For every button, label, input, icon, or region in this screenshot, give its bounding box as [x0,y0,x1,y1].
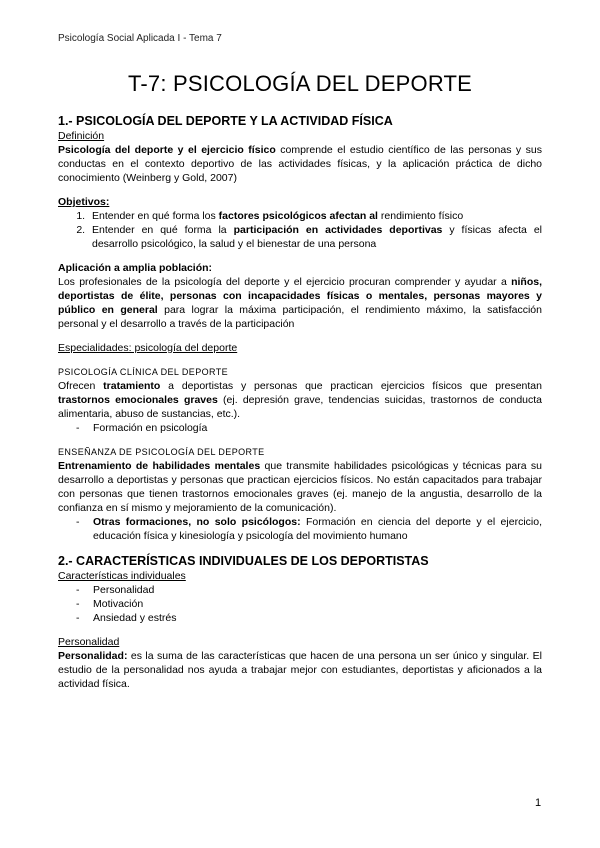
section-heading-1: 1.- PSICOLOGÍA DEL DEPORTE Y LA ACTIVIDAD FÍSICA [58,114,393,128]
page-title: T-7: PSICOLOGÍA DEL DEPORTE [127,71,473,96]
clinical-heading: PSICOLOGÍA CLÍNICA DEL DEPORTE [58,367,229,377]
teaching-paragraph [58,459,542,515]
list-item-emphasis: Otras formaciones, no solo psicólogos: [93,516,301,528]
list-item: - Personalidad [58,583,542,597]
clinical-text: (ej. depresión grave, tendencias suicidas, trastornos de conducta alimentaria, abuso de sustancias, etc.). [58,394,543,420]
definition-paragraph [58,143,542,185]
running-header: Psicología Social Aplicada I - Tema 7 [58,33,222,44]
clinical-list [58,421,542,435]
personality-label: Personalidad [58,636,120,648]
objectives-list [58,209,542,251]
section-heading-2: 2.- CARACTERÍSTICAS INDIVIDUALES DE LOS DEPORTISTAS [58,554,429,568]
objective-text: Entender en qué forma los [92,210,219,222]
teaching-list [58,515,542,543]
characteristics-label: Características individuales [58,570,186,582]
definition-term: Psicología del deporte y el ejercicio físico [58,144,276,156]
application-label: Aplicación a amplia población: [58,262,213,274]
list-item-text: Formación en ciencia del deporte y el ejercicio, educación física y kinesiología y psicología del movimiento humano [93,516,542,542]
objective-text: Entender en qué forma la [92,224,234,236]
objective-text: rendimiento físico [377,210,464,222]
list-item [58,515,542,543]
objectives-label: Objetivos: [58,196,110,208]
definition-text: comprende el estudio científico de las personas y sus conductas en el contexto deportivo de las actividades físicas, y la aplicación práctica de dicho conocimiento (Weinberg y Gold, 2007) [58,144,543,184]
personality-paragraph [58,649,542,691]
clinical-emphasis: tratamiento [103,380,161,392]
clinical-paragraph [58,379,542,421]
application-emphasis: niños, deportistas de élite, personas con incapacidades físicas o mentales, personas mayores y público en general [58,276,542,316]
teaching-heading: ENSEÑANZA DE PSICOLOGÍA DEL DEPORTE [58,447,265,457]
application-text: para lograr la máxima participación, el rendimiento máximo, la satisfacción personal y el desarrollo a través de la participación [58,304,542,330]
page-number: 1 [535,797,542,809]
specialties-label: Especialidades: psicología del deporte [58,342,238,354]
list-item: - Formación en psicología [58,421,542,435]
clinical-emphasis: trastornos emocionales graves [58,394,218,406]
clinical-text: a deportistas y personas que practican ejercicios físicos que presentan [160,380,542,392]
objective-item [88,209,542,223]
personality-text: es la suma de las características que hacen de una persona un ser único y singular. El estudio de la personalidad nos ayuda a trabajar mejor con estudiantes, deportistas y aficionados a la actividad física. [58,650,542,690]
teaching-emphasis: Entrenamiento de habilidades mentales [58,460,261,472]
characteristics-list [58,583,542,625]
list-item: - Motivación [58,597,542,611]
objective-text: y físicas afecta el desarrollo psicológico, la salud y el bienestar de una persona [92,224,542,250]
list-item: - Ansiedad y estrés [58,611,542,625]
objective-emphasis: factores psicológicos afectan al [218,210,378,222]
objective-emphasis: participación en actividades deportivas [233,224,443,236]
document-body [58,113,542,691]
application-paragraph [58,275,542,331]
application-text: Los profesionales de la psicología del deporte y el ejercicio procuran comprender y ayudar a [58,276,512,288]
definition-label: Definición [58,130,105,142]
clinical-text: Ofrecen [58,380,104,392]
teaching-text: que transmite habilidades psicológicas y técnicas para su desarrollo a deportistas y personas que practican ejercicios físicos. No están capacitados para trabajar con personas que tienen trastornos emocionales graves (ej. manejo de la angustia, desarrollo de la confianza en sí mismo y mejoramiento de la comunicación). [58,460,542,514]
personality-term: Personalidad: [58,650,128,662]
objective-item [88,223,542,251]
